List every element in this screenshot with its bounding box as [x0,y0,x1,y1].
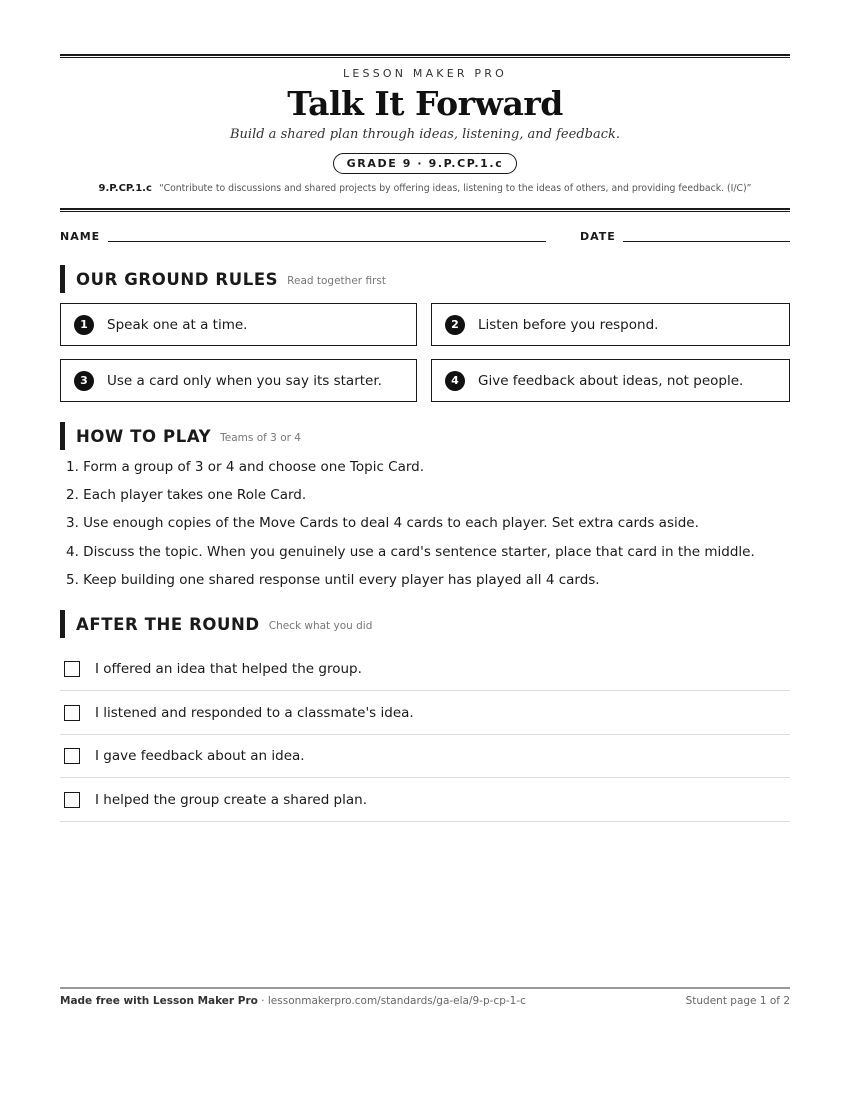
standard-code: 9.P.CP.1.c [98,183,152,194]
step-item: 5. Keep building one shared response until every player has played all 4 cards. [66,571,600,588]
rule-text: Speak one at a time. [107,316,248,333]
standard-text: “Contribute to discussions and shared projects by offering ideas, listening to the ideas of others, and providing feedback. (I/C)” [159,183,752,194]
footer [60,995,790,1007]
page-number: Student page 1 of 2 [685,995,790,1007]
footer-url: · lessonmakerpro.com/standards/ga-ela/9-p-cp-1-c [257,995,526,1007]
rule-number: 2 [445,315,465,335]
ground-rule-card [60,359,417,402]
date-label: DATE [580,230,616,243]
how-to-play-title: HOW TO PLAY [76,426,212,446]
footer-divider [60,987,790,989]
step-item: 4. Discuss the topic. When you genuinely use a card's sentence starter, place that card in the middle. [66,543,755,560]
section-bar [60,265,65,293]
page-title: Talk It Forward [287,84,563,123]
date-line[interactable] [623,241,790,242]
standard-description [60,183,790,194]
ground-rule-card [431,359,790,402]
step-item: 1. Form a group of 3 or 4 and choose one Topic Card. [66,459,425,475]
rule-text: Use a card only when you say its starter. [107,372,382,389]
page-subtitle: Build a shared plan through ideas, listening, and feedback. [229,127,621,142]
checklist-text: I listened and responded to a classmate's idea. [95,704,414,721]
step-item: 2. Each player takes one Role Card. [66,487,307,504]
ground-rule-card [60,303,417,346]
checkbox[interactable] [64,661,80,677]
rule-text: Listen before you respond. [478,316,659,333]
header-divider [60,208,790,212]
name-label: NAME [60,230,101,243]
rule-number: 3 [74,371,94,391]
checklist-text: I offered an idea that helped the group. [95,660,362,677]
how-to-play-note: Teams of 3 or 4 [220,431,301,444]
name-line[interactable] [108,241,546,242]
checklist-text: I helped the group create a shared plan. [95,791,367,808]
how-to-play-heading [60,422,301,450]
after-round-note: Check what you did [268,619,373,632]
brand-name: LESSON MAKER PRO [343,67,507,80]
how-to-play-steps [66,458,790,599]
ground-rules-title: OUR GROUND RULES [76,269,279,289]
ground-rules-heading [60,265,386,293]
checkbox[interactable] [64,705,80,721]
checkbox[interactable] [64,792,80,808]
after-round-heading [60,610,372,638]
rule-number: 1 [74,315,94,335]
checklist-item [60,734,790,778]
checklist-item [60,778,790,822]
checklist-item [60,647,790,691]
ground-rules-note: Read together first [287,274,386,287]
section-bar [60,422,65,450]
grade-standard-badge: GRADE 9 · 9.P.CP.1.c [333,153,518,174]
after-round-title: AFTER THE ROUND [76,614,260,634]
top-divider [60,54,790,58]
step-item: 3. Use enough copies of the Move Cards to deal 4 cards to each player. Set extra cards aside. [66,515,699,532]
section-bar [60,610,65,638]
rule-text: Give feedback about ideas, not people. [478,372,744,389]
rule-number: 4 [445,371,465,391]
ground-rule-card [431,303,790,346]
footer-made-with: Made free with Lesson Maker Pro [60,995,258,1007]
checklist-item [60,691,790,735]
checkbox[interactable] [64,748,80,764]
checklist-text: I gave feedback about an idea. [95,747,305,764]
